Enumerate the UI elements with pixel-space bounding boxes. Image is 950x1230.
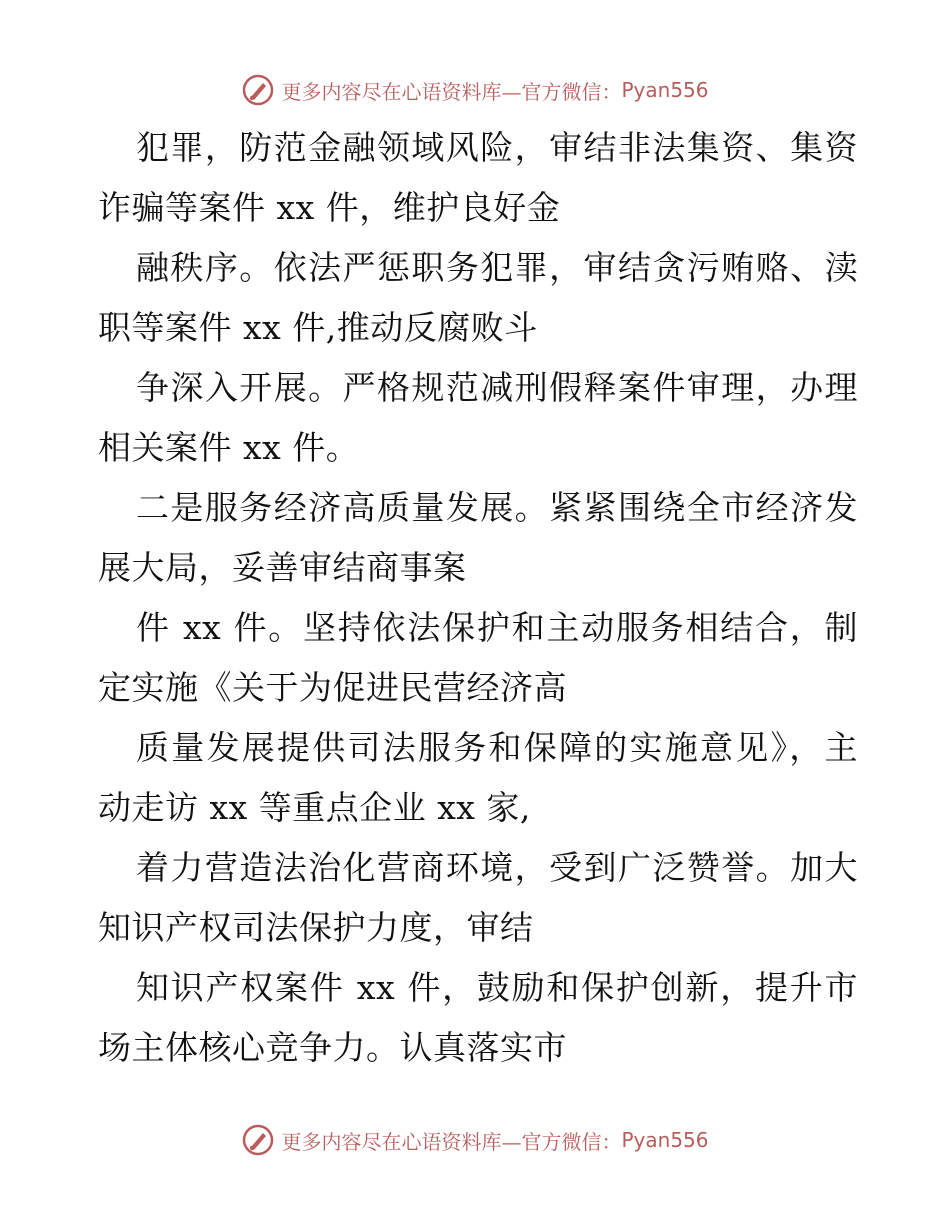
banner-text: 更多内容尽在心语资料库—官方微信：: [281, 1129, 622, 1154]
pen-logo-icon: [241, 73, 275, 107]
paragraph-line: 相关案件 xx 件。: [98, 428, 360, 467]
paragraph-line: 犯罪，防范金融领域风险，审结非法集资、集资: [136, 128, 858, 167]
paragraph-line: 定实施《关于为促进民营经济高: [98, 668, 567, 707]
banner-text: 更多内容尽在心语资料库—官方微信：: [281, 79, 622, 104]
header-banner: [0, 70, 950, 110]
paragraph: [98, 238, 858, 358]
paragraph-line: 知识产权案件 xx 件，鼓励和保护创新，提升市: [136, 968, 858, 1007]
paragraph-line: 诈骗等案件 xx 件，维护良好金: [98, 188, 561, 227]
paragraph: [98, 118, 858, 238]
document-body: [98, 118, 858, 1078]
paragraph-line: 知识产权司法保护力度，审结: [98, 908, 534, 947]
paragraph-line: 着力营造法治化营商环境，受到广泛赞誉。加大: [136, 848, 858, 887]
paragraph: [98, 838, 858, 958]
pen-logo-icon: [241, 1123, 275, 1157]
paragraph: [98, 478, 858, 598]
paragraph: [98, 718, 858, 838]
paragraph-line: 职等案件 xx 件,推动反腐败斗: [98, 308, 538, 347]
banner-wechat-id: Pyan556: [621, 1128, 709, 1152]
footer-banner: [0, 1120, 950, 1160]
paragraph-line: 动走访 xx 等重点企业 xx 家,: [98, 788, 531, 827]
paragraph-line: 融秩序。依法严惩职务犯罪，审结贪污贿赂、渎: [136, 248, 858, 287]
paragraph-line: 场主体核心竞争力。认真落实市: [98, 1028, 567, 1067]
paragraph-line: 件 xx 件。坚持依法保护和主动服务相结合，制: [136, 608, 858, 647]
paragraph-line: 二是服务经济高质量发展。紧紧围绕全市经济发: [136, 488, 858, 527]
banner-wechat-id: Pyan556: [621, 78, 709, 102]
paragraph-line: 质量发展提供司法服务和保障的实施意见》，主: [136, 728, 858, 767]
paragraph-line: 展大局，妥善审结商事案: [98, 548, 467, 587]
paragraph: [98, 598, 858, 718]
paragraph-line: 争深入开展。严格规范减刑假释案件审理，办理: [136, 368, 858, 407]
paragraph: [98, 358, 858, 478]
paragraph: [98, 958, 858, 1078]
